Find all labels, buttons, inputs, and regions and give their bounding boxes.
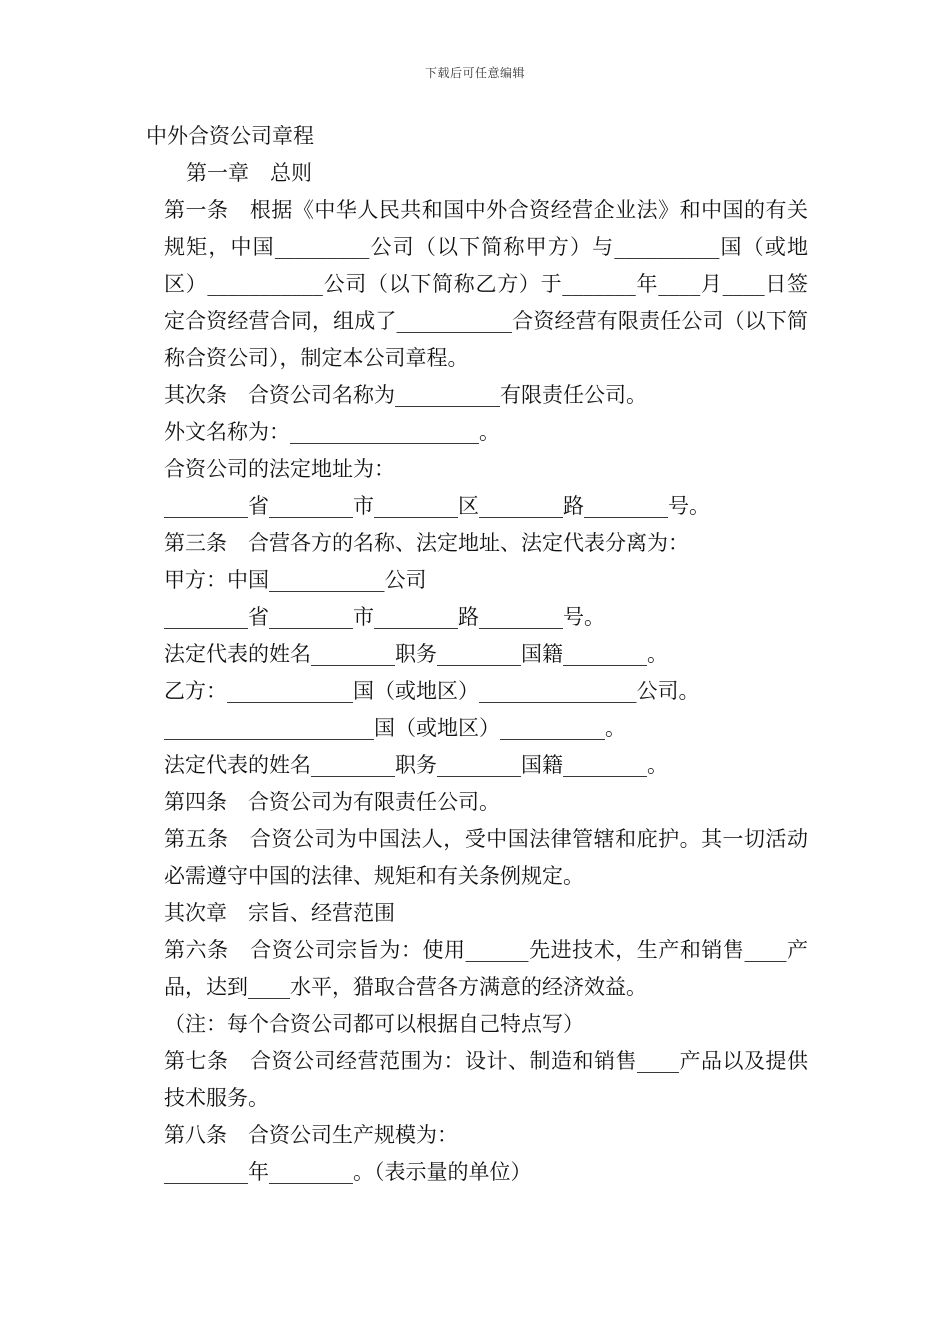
article-2: 其次条 合资公司名称为__________有限责任公司。	[164, 383, 647, 407]
legal-address-fields: ________省________市________区________路________号。	[164, 494, 710, 518]
article-3: 第三条 合营各方的名称、法定地址、法定代表分离为：	[164, 531, 689, 555]
article-7: 第七条 合资公司经营范围为：设计、制造和销售____产品以及提供技术服务。	[164, 1049, 808, 1110]
article-6: 第六条 合资公司宗旨为：使用______先进技术，生产和销售____产品，达到____水平，猎取合营各方满意的经济效益。	[164, 938, 808, 999]
party-b-representative: 法定代表的姓名________职务________国籍________。	[164, 753, 668, 777]
party-a-line: 甲方：中国___________公司	[164, 568, 427, 592]
article-5: 第五条 合资公司为中国法人，受中国法律管辖和庇护。其一切活动必需遵守中国的法律、规矩和有关条例规定。	[164, 827, 808, 888]
chapter-heading-1: 第一章 总则	[186, 161, 312, 185]
production-scale-line: ________年________。（表示量的单位）	[164, 1160, 532, 1184]
party-b-address: ____________________国（或地区）__________。	[164, 716, 626, 740]
party-a-address: ________省________市________路________号。	[164, 605, 605, 629]
legal-address-label: 合资公司的法定地址为：	[164, 457, 395, 481]
article-8: 第八条 合资公司生产规模为：	[164, 1123, 458, 1147]
party-a-representative: 法定代表的姓名________职务________国籍________。	[164, 642, 668, 666]
document-title: 中外合资公司章程	[146, 124, 314, 148]
article-1: 第一条 根据《中华人民共和国中外合资经营企业法》和中国的有关规矩，中国_________公司（以下简称甲方）与__________国（或地区）___________公司（以下简称乙方）于_______年____月____日签定合资经营合同，组成了___________合资经营有限责任公司（以下简称合资公司），制定本公司章程。	[164, 198, 808, 370]
foreign-name-line: 外文名称为：__________________。	[164, 420, 500, 444]
article-6-note: （注：每个合资公司都可以根据自己特点写）	[164, 1012, 584, 1036]
page-header-note: 下载后可任意编辑	[424, 66, 525, 80]
chapter-heading-2: 其次章 宗旨、经营范围	[164, 901, 395, 925]
party-b-line: 乙方：____________国（或地区）_______________公司。	[164, 679, 700, 703]
article-4: 第四条 合资公司为有限责任公司。	[164, 790, 500, 814]
document-body	[146, 118, 808, 1191]
